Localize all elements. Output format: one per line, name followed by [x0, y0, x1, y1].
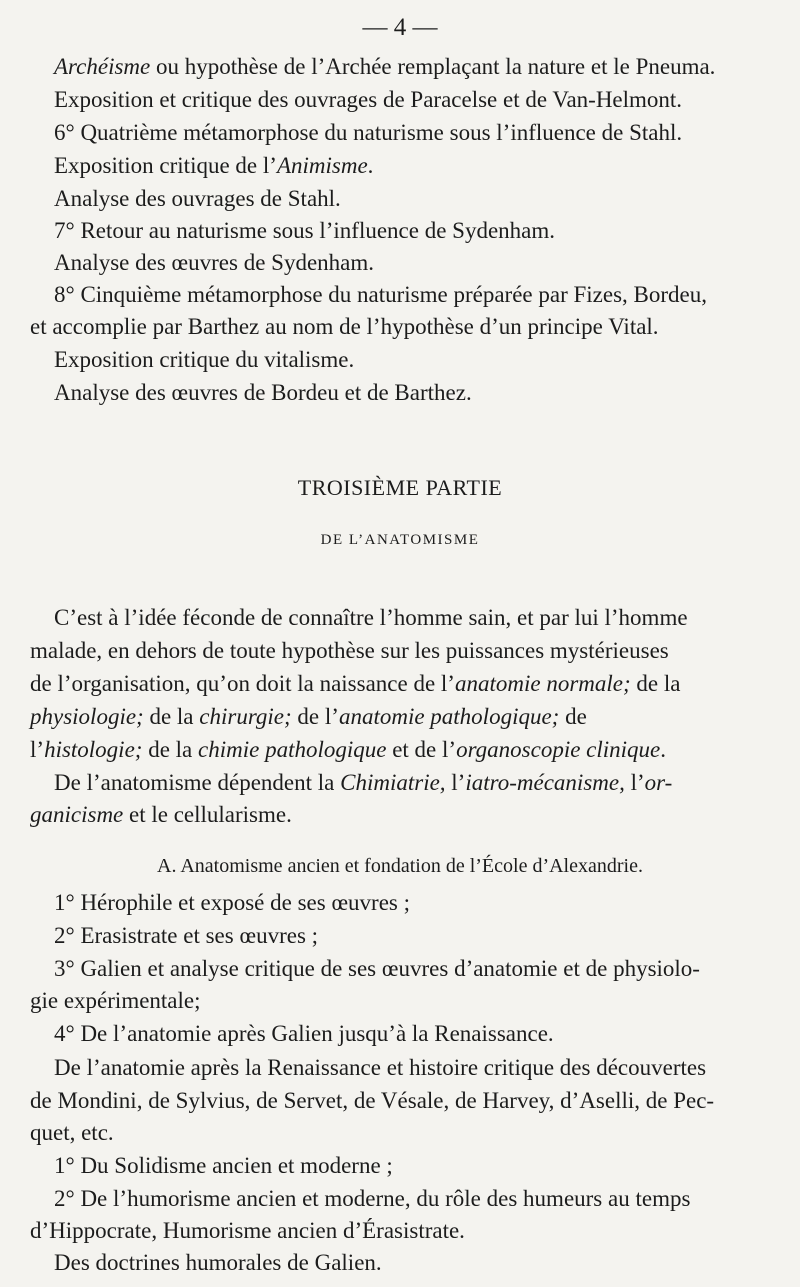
list-item: 2° De l’humorisme ancien et moderne, du rôle des humeurs au temps: [54, 1186, 691, 1211]
text-line: Exposition critique de l’Animisme.: [54, 153, 374, 178]
text-line: physiologie; de la chirurgie; de l’anatomie pathologique; de: [30, 704, 587, 729]
text-line: Analyse des œuvres de Bordeu et de Barthez.: [54, 380, 472, 405]
text-line: 8° Cinquième métamorphose du naturisme préparée par Fizes, Bordeu,: [54, 282, 708, 307]
text-line: de l’organisation, qu’on doit la naissance de l’anatomie normale; de la: [30, 671, 681, 696]
part-subtitle: DE L’ANATOMISME: [320, 532, 480, 548]
text-line: Analyse des ouvrages de Stahl.: [54, 186, 341, 211]
text-line: l’histologie; de la chimie pathologique et de l’organoscopie clinique.: [30, 737, 667, 762]
page-number: — 4 —: [362, 14, 438, 41]
text-line: Exposition critique du vitalisme.: [54, 347, 355, 372]
list-item: 4° De l’anatomie après Galien jusqu’à la Renaissance.: [54, 1021, 554, 1046]
list-item: gie expérimentale;: [30, 988, 201, 1013]
text-line: ganicisme et le cellularisme.: [30, 802, 292, 827]
text-line: Analyse des œuvres de Sydenham.: [54, 250, 375, 275]
subsection-title: A. Anatomisme ancien et fondation de l’École d’Alexandrie.: [157, 855, 643, 877]
list-item: quet, etc.: [30, 1120, 114, 1145]
text-line: C’est à l’idée féconde de connaître l’homme sain, et par lui l’homme: [54, 605, 688, 630]
list-item: de Mondini, de Sylvius, de Servet, de Vésale, de Harvey, d’Aselli, de Pec-: [30, 1088, 715, 1113]
list-item: Des doctrines humorales de Galien.: [54, 1250, 382, 1275]
list-item: 2° Erasistrate et ses œuvres ;: [54, 923, 319, 948]
list-item: d’Hippocrate, Humorisme ancien d’Érasistrate.: [30, 1218, 465, 1243]
part-title: TROISIÈME PARTIE: [297, 475, 503, 500]
list-item: 3° Galien et analyse critique de ses œuvres d’anatomie et de physiolo-: [54, 956, 700, 981]
text-line: malade, en dehors de toute hypothèse sur les puissances mystérieuses: [30, 638, 669, 663]
text-line: 7° Retour au naturisme sous l’influence de Sydenham.: [54, 218, 556, 243]
text-line: De l’anatomisme dépendent la Chimiatrie, l’iatro-mécanisme, l’or-: [54, 770, 673, 795]
list-item: 1° Hérophile et exposé de ses œuvres ;: [54, 890, 411, 915]
text-line: 6° Quatrième métamorphose du naturisme sous l’influence de Stahl.: [54, 120, 683, 145]
text-line: Archéisme ou hypothèse de l’Archée remplaçant la nature et le Pneuma.: [54, 54, 716, 79]
text-line: et accomplie par Barthez au nom de l’hypothèse d’un principe Vital.: [30, 314, 659, 339]
list-item: 1° Du Solidisme ancien et moderne ;: [54, 1153, 393, 1178]
text-line: Exposition et critique des ouvrages de Paracelse et de Van-Helmont.: [54, 87, 683, 112]
list-item: De l’anatomie après la Renaissance et histoire critique des découvertes: [54, 1055, 707, 1080]
